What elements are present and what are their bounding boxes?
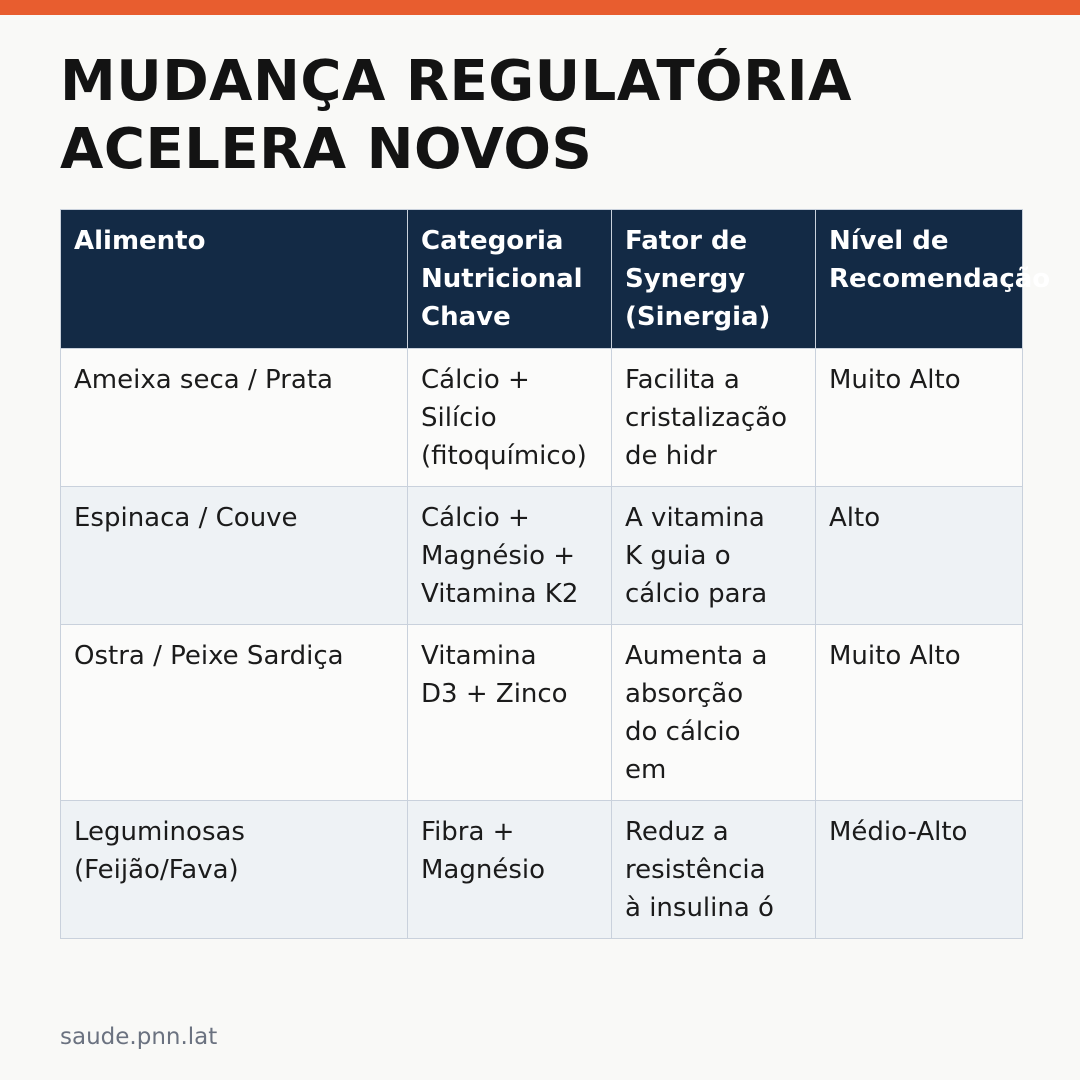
table-row <box>61 349 1023 487</box>
cell-alimento <box>61 801 408 939</box>
cell-text-line: à insulina ó <box>625 893 774 923</box>
cell-categoria <box>408 625 612 801</box>
header-text-line: Recomendação <box>829 264 1051 294</box>
header-text-line: Nível de <box>829 226 949 256</box>
cell-text-line: cristalização <box>625 403 788 433</box>
cell-nivel <box>816 487 1023 625</box>
cell-text-line: Vitamina K2 <box>421 579 579 609</box>
cell-text-line: Magnésio <box>421 855 546 885</box>
cell-text-line: A vitamina <box>625 503 765 533</box>
header-text-line: Chave <box>421 302 511 332</box>
cell-fator <box>612 349 816 487</box>
cell-nivel <box>816 349 1023 487</box>
cell-text-line: Muito Alto <box>829 641 961 671</box>
cell-text-line: Alto <box>829 503 881 533</box>
cell-text-line: Ostra / Peixe Sardiça <box>74 641 344 671</box>
cell-text-line: (Feijão/Fava) <box>74 855 239 885</box>
cell-text-line: Facilita a <box>625 365 740 395</box>
cell-text-line: Cálcio + <box>421 365 530 395</box>
cell-text-line: Aumenta a <box>625 641 768 671</box>
cell-text-line: K guia o <box>625 541 731 571</box>
cell-nivel <box>816 625 1023 801</box>
cell-nivel <box>816 801 1023 939</box>
column-header-nivel <box>816 210 1051 349</box>
cell-text-line: Magnésio + <box>421 541 576 571</box>
top-accent-bar <box>0 0 1080 15</box>
cell-text-line: absorção <box>625 679 744 709</box>
cell-text-line: Médio-Alto <box>829 817 968 847</box>
cell-fator <box>612 487 816 625</box>
header-text-line: (Sinergia) <box>625 302 771 332</box>
cell-text-line: resistência <box>625 855 766 885</box>
header-text-line: Alimento <box>74 226 206 256</box>
cell-text-line: Reduz a <box>625 817 729 847</box>
cell-text-line: de hidr <box>625 441 717 471</box>
cell-text-line: Muito Alto <box>829 365 961 395</box>
cell-text-line: Cálcio + <box>421 503 530 533</box>
column-header-categoria <box>408 210 612 349</box>
headline-line-1: MUDANÇA REGULATÓRIA <box>60 49 852 114</box>
cell-categoria <box>408 349 612 487</box>
nutrition-table <box>60 209 1051 939</box>
cell-text-line: Leguminosas <box>74 817 245 847</box>
cell-fator <box>612 625 816 801</box>
source-footer: saude.pnn.lat <box>60 1024 218 1050</box>
header-text-line: Nutricional <box>421 264 583 294</box>
cell-text-line: Espinaca / Couve <box>74 503 298 533</box>
cell-alimento <box>61 349 408 487</box>
cell-text-line: Silício <box>421 403 497 433</box>
header-text-line: Fator de <box>625 226 748 256</box>
cell-fator <box>612 801 816 939</box>
cell-text-line: cálcio para <box>625 579 768 609</box>
headline-line-2: ACELERA NOVOS <box>60 117 593 182</box>
cell-text-line: Fibra + <box>421 817 515 847</box>
table-header-row <box>61 210 1023 349</box>
cell-categoria <box>408 801 612 939</box>
cell-text-line: Ameixa seca / Prata <box>74 365 333 395</box>
cell-text-line: D3 + Zinco <box>421 679 568 709</box>
column-header-alimento <box>61 210 408 349</box>
cell-alimento <box>61 487 408 625</box>
table-row <box>61 487 1023 625</box>
headline <box>60 48 1020 184</box>
cell-text-line: Vitamina <box>421 641 537 671</box>
cell-text-line: do cálcio <box>625 717 741 747</box>
cell-text-line: (fitoquímico) <box>421 441 587 471</box>
cell-alimento <box>61 625 408 801</box>
nutrition-table-container <box>60 209 1051 939</box>
header-text-line: Categoria <box>421 226 564 256</box>
column-header-fator <box>612 210 816 349</box>
table-row <box>61 801 1023 939</box>
header-text-line: Synergy <box>625 264 746 294</box>
cell-categoria <box>408 487 612 625</box>
table-row <box>61 625 1023 801</box>
cell-text-line: em <box>625 755 667 785</box>
